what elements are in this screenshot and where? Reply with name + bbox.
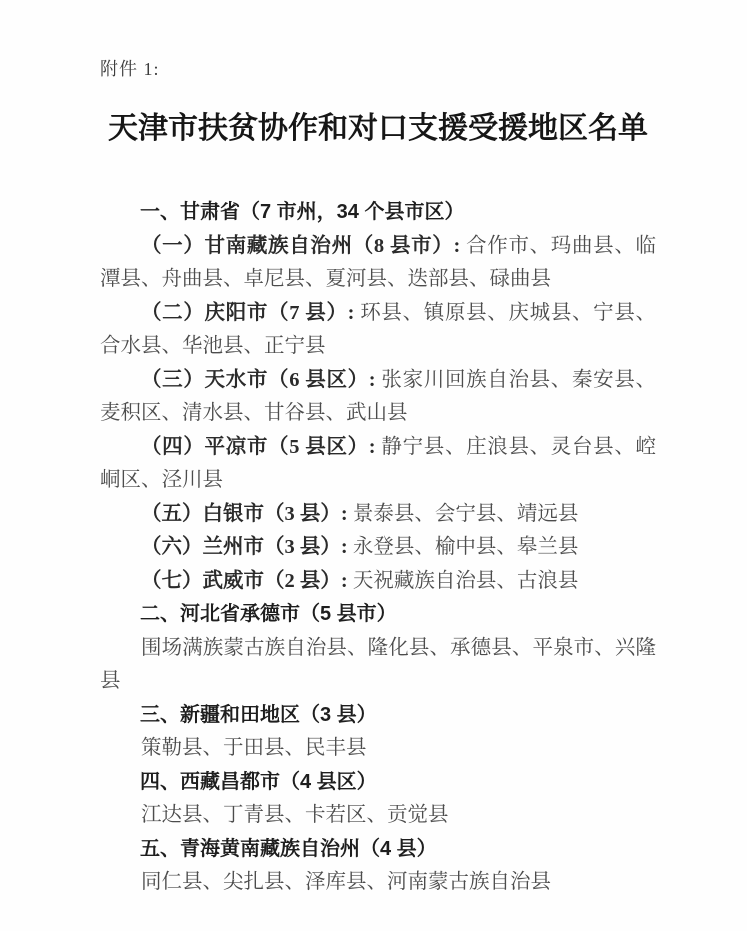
section-heading: 一、甘肃省（7 市州，34 个县市区）	[140, 201, 465, 223]
section-heading: 三、新疆和田地区（3 县）	[140, 703, 377, 726]
section-heading: 四、西藏昌都市（4 县区）	[140, 770, 377, 793]
entry-label: （六）兰州市（3 县）:	[141, 536, 353, 558]
entry-paragraph	[100, 565, 656, 599]
entry-label: （一）甘南藏族自治州（8 县市）:	[141, 234, 467, 257]
entry-label: （二）庆阳市（7 县）:	[141, 301, 361, 324]
entry-paragraph	[100, 866, 656, 900]
entry-content: 合作市、玛曲县、临潭县、舟曲县、卓尼县、夏河县、迭部县、碌曲县	[100, 234, 656, 290]
entry-content: 同仁县、尖扎县、泽库县、河南蒙古族自治县	[141, 871, 551, 893]
entry-content: 策勒县、于田县、民丰县	[141, 737, 367, 759]
entry-content: 天祝藏族自治县、古浪县	[352, 569, 579, 592]
entry-paragraph	[100, 531, 656, 565]
entry-content: 张家川回族自治县、秦安县、麦积区、清水县、甘谷县、武山县	[100, 368, 657, 424]
section-heading: 五、青海黄南藏族自治州（4 县）	[140, 837, 437, 860]
document-body	[100, 196, 656, 900]
section-heading: 二、河北省承德市（5 县市）	[140, 603, 397, 625]
document-title: 天津市扶贫协作和对口支援受援地区名单	[108, 112, 648, 145]
entry-label: （三）天水市（6 县区）:	[141, 368, 382, 391]
entry-paragraph	[100, 632, 656, 699]
entry-content: 静宁县、庄浪县、灵台县、崆峒区、泾川县	[100, 435, 657, 491]
entry-paragraph	[100, 498, 656, 532]
entry-label: （四）平凉市（5 县区）:	[141, 435, 382, 458]
entry-content: 围场满族蒙古族自治县、隆化县、承德县、平泉市、兴隆县	[100, 636, 656, 692]
document-content-area	[100, 0, 656, 900]
entry-paragraph	[100, 297, 656, 364]
entry-paragraph	[100, 364, 656, 431]
entry-paragraph	[100, 799, 656, 833]
entry-paragraph	[100, 732, 656, 766]
entry-label: （五）白银市（3 县）:	[141, 502, 353, 525]
entry-content: 江达县、丁青县、卡若区、贡觉县	[141, 804, 449, 826]
entry-paragraph	[100, 431, 656, 498]
attachment-label: 附件 1:	[100, 59, 160, 79]
entry-content: 永登县、榆中县、皋兰县	[352, 536, 579, 558]
entry-content: 景泰县、会宁县、靖远县	[352, 502, 579, 525]
entry-content: 环县、镇原县、庆城县、宁县、合水县、华池县、正宁县	[100, 301, 657, 357]
entry-paragraph	[100, 230, 656, 297]
entry-label: （七）武威市（2 县）:	[141, 569, 353, 592]
